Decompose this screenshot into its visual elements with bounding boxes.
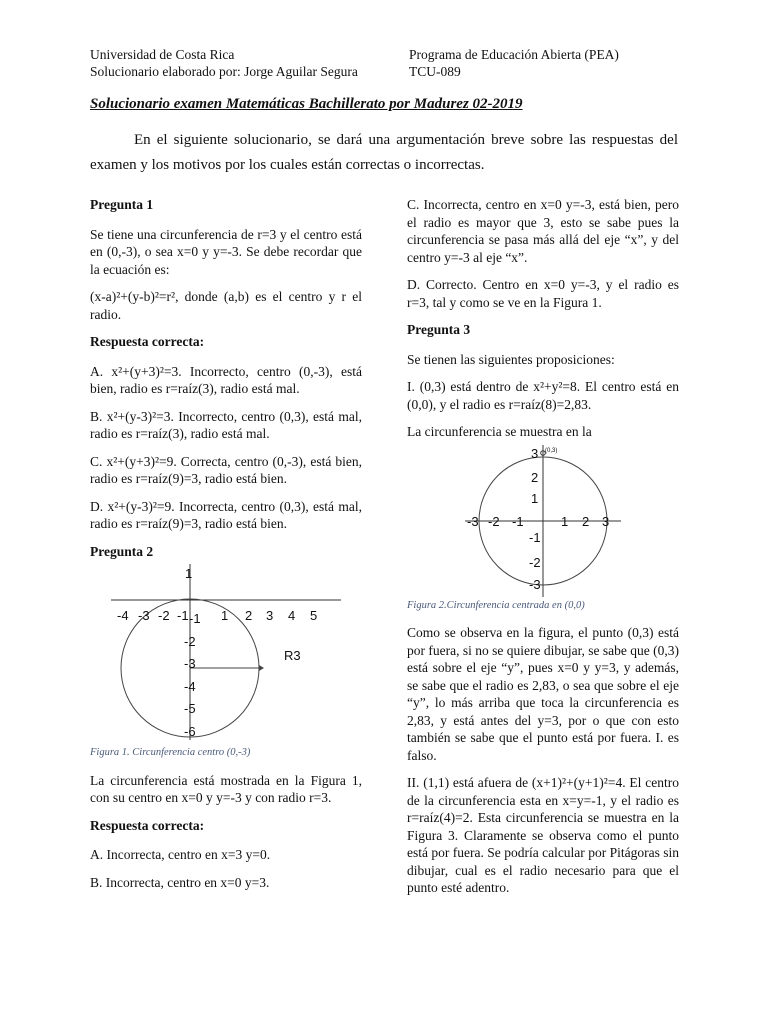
question-2-text: La circunferencia está mostrada en la Figura 1, con su centro en x=0 y y=-3 y con radio r=3. [90,772,362,805]
y-tick-label: -2 [184,634,196,649]
y-tick-label: 1 [531,490,539,506]
x-tick-label: 4 [288,608,296,623]
x-tick-label: 3 [266,608,274,623]
radius-arrow-icon [259,665,264,671]
page-title: Solucionario examen Matemáticas Bachillerato por Madurez 02-2019 [90,96,523,112]
x-tick-label: -1 [512,513,524,529]
x-tick-label: 2 [582,513,590,529]
y-tick-label: -3 [184,656,196,671]
question-2-heading: Pregunta 2 [90,543,154,559]
question-1-equation: (x-a)²+(y-b)²=r², donde (a,b) es el centro y r el radio. [90,289,362,322]
header-right [409,46,619,80]
header-code: TCU-089 [409,64,461,79]
x-tick-label: -1 [177,608,189,623]
x-tick-label: -2 [158,608,170,623]
question-1-heading: Pregunta 1 [90,197,154,212]
question-3-observation: Como se observa en la figura, el punto (0,3) está por fuera, si no se quiere dibujar, se sabe que (0,3) está sobre el eje “y”, pues x=0 y y=3, y además, se sabe que el radio es 2,83, o sea que sobre el eje “y”, lo más arriba que toca la circunferencia es 2,83, y está antes del y=3, por o que con esto también se sabe que el punto está por fuera. I. es falso. [407,625,679,763]
question-1-option-c: C. x²+(y+3)²=9. Correcta, centro (0,-3), está bien, radio es r=raíz(9)=3, radio está bien. [90,453,362,486]
header-university: Universidad de Costa Rica [90,47,235,62]
intro-paragraph: En el siguiente solucionario, se dará una argumentación breve sobre las respuestas del examen y los motivos por los cuales están correctas o incorrectas. [90,132,678,173]
x-tick-label: -2 [488,513,500,529]
figure-1-caption: Figura 1. Circunferencia centro (0,-3) [90,747,251,758]
figure-2-caption: Figura 2.Circunferencia centrada en (0,0) [407,599,585,611]
y-tick-label: -6 [184,724,196,739]
question-1-answer-heading: Respuesta correcta: [90,334,205,349]
x-tick-label: -3 [138,608,150,623]
x-tick-label: 2 [245,608,253,623]
question-3-lead: La circunferencia se muestra en la [407,424,592,439]
y-tick-label: -1 [189,611,201,626]
y-tick-label: -4 [184,679,196,694]
question-3-intro: Se tienen las siguientes proposiciones: [407,351,615,367]
y-tick-label: -2 [529,554,541,570]
question-3-proposition-1: I. (0,3) está dentro de x²+y²=8. El centro está en (0,0), y el radio es r=raíz(8)=2,83. [407,379,679,412]
x-tick-label: 3 [602,513,610,529]
radius-label: R3 [284,648,301,663]
right-column [407,196,679,907]
question-2-answer-heading: Respuesta correcta: [90,817,205,833]
header-left [90,46,358,80]
header-author: Solucionario elaborado por: Jorge Aguilar Segura [90,64,358,79]
question-3-proposition-2: II. (1,1) está afuera de (x+1)²+(y+1)²=4. El centro de la circunferencia esta en x=y=-1, y el radio es r=raíz(4)=2. Esta circunferencia se muestra en la Figura 3. Claramente se observa como el punto está por fuera. Se podría calcular por Pitágoras sin dibujar, cual es el radio necesario para que el punto esté adentro. [407,775,679,895]
question-3-heading: Pregunta 3 [407,322,471,337]
point-label: (0,3) [545,447,558,454]
header-program: Programa de Educación Abierta (PEA) [409,47,619,62]
x-tick-label: 1 [561,513,569,529]
y-tick-label: 1 [185,566,193,581]
y-tick-label: -1 [529,529,541,545]
y-tick-label: -3 [529,576,541,592]
y-tick-label: 2 [531,469,539,485]
figure-2-graph [463,445,623,597]
x-tick-label: -3 [467,513,479,529]
x-tick-label: 1 [221,608,229,623]
question-1-option-b: B. x²+(y-3)²=3. Incorrecto, centro (0,3), está mal, radio es r=raíz(3), radio está mal. [90,408,362,441]
question-2-option-b: B. Incorrecta, centro en x=0 y=3. [90,874,270,890]
x-tick-label: 5 [310,608,318,623]
question-1-option-a: A. x²+(y+3)²=3. Incorrecto, centro (0,-3), está bien, radio es r=raíz(3), radio está mal. [90,363,362,396]
question-1-text: Se tiene una circunferencia de r=3 y el centro está en (0,-3), o sea x=0 y y=-3. Se debe recordar que la ecuación es: [90,226,362,277]
question-2-option-c: C. Incorrecta, centro en x=0 y=-3, está bien, pero el radio es mayor que 3, esto se sabe pues la circunferencia se pasa más allá del eje “x”, y del centro y=-3 al eje “x”. [407,197,679,265]
y-tick-label: 3 [531,445,539,461]
y-tick-label: -5 [184,701,196,716]
left-column [90,196,362,901]
x-tick-label: -4 [117,608,129,623]
figure-1-graph [111,564,341,744]
question-2-option-d: D. Correcto. Centro en x=0 y=-3, y el radio es r=3, tal y como se ve en la Figura 1. [407,277,679,310]
question-1-option-d: D. x²+(y-3)²=9. Incorrecta, centro (0,3), está mal, radio es r=raíz(9)=3, radio está bien. [90,498,362,531]
question-2-option-a: A. Incorrecta, centro en x=3 y=0. [90,847,271,862]
